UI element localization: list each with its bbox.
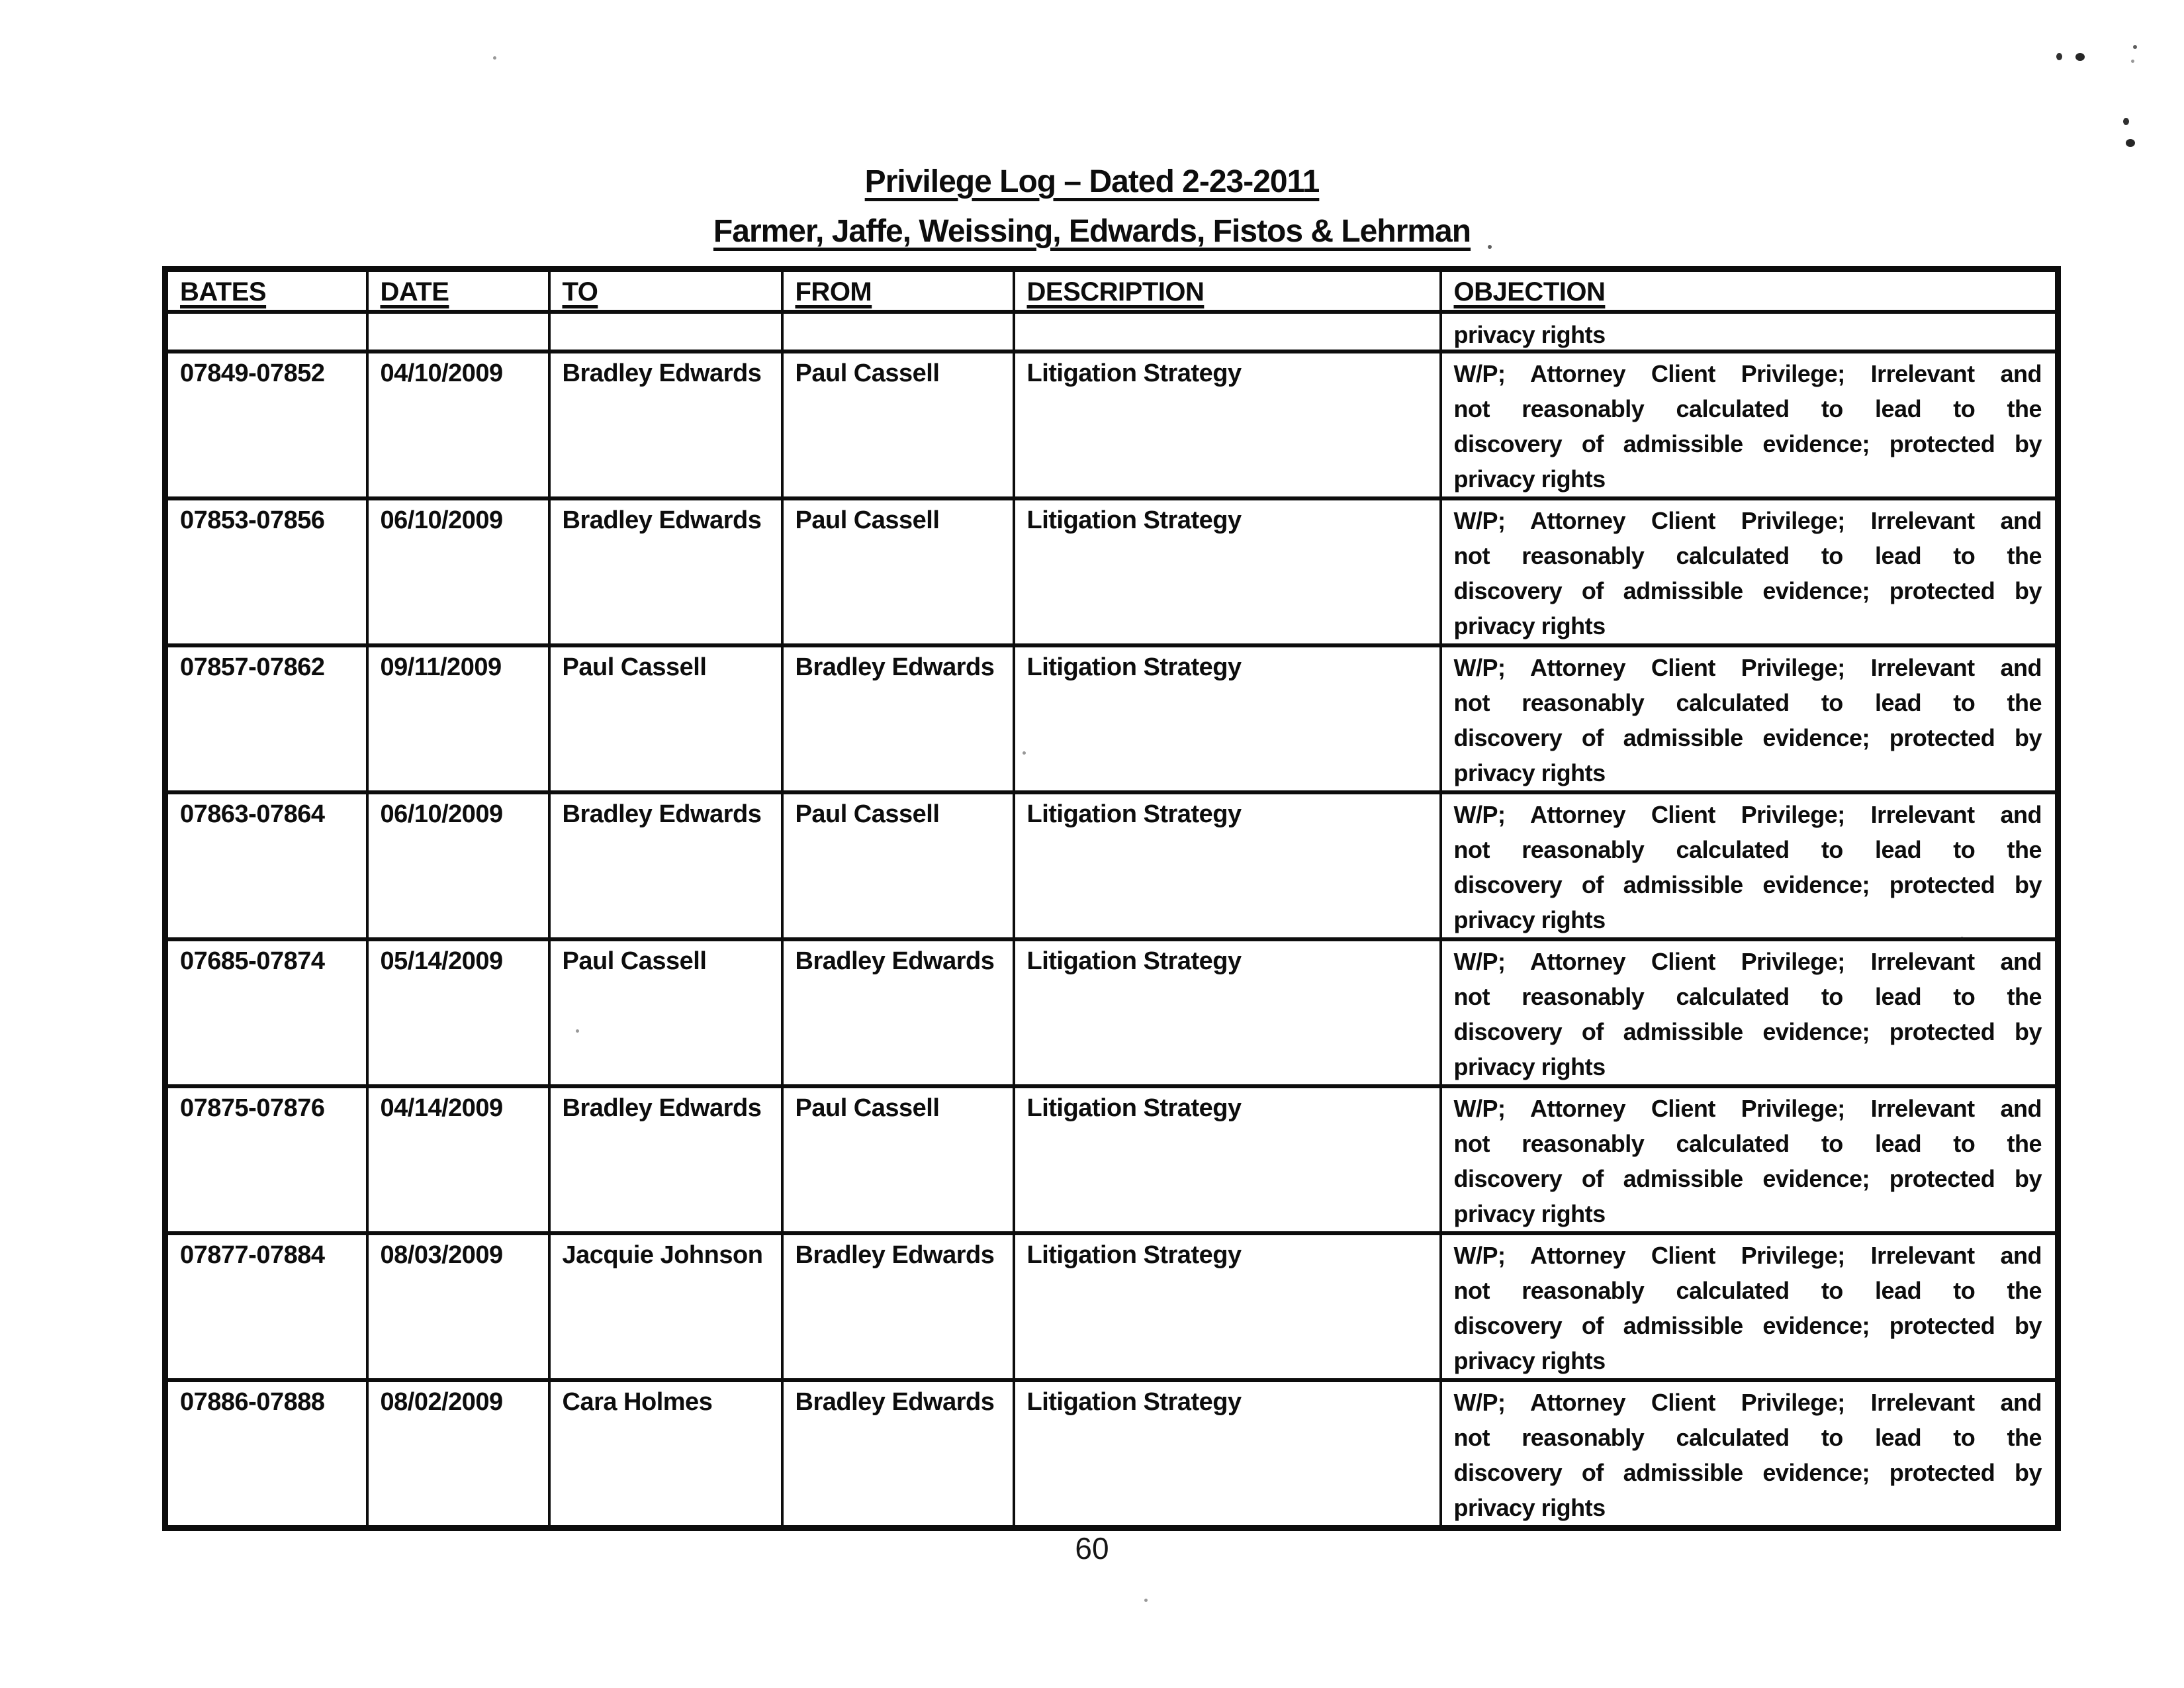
objection-line: W/P; Attorney Client Privilege; Irrelevant and <box>1453 359 2042 387</box>
empty-cell <box>782 312 1014 352</box>
objection-line: not reasonably calculated to lead to the <box>1453 1276 2042 1304</box>
objection-line: W/P; Attorney Client Privilege; Irrelevant and <box>1453 1241 2042 1269</box>
objection-line: W/P; Attorney Client Privilege; Irrelevant and <box>1453 506 2042 534</box>
table-row <box>165 1380 2058 1528</box>
date-cell: 09/11/2009 <box>367 645 549 792</box>
column-header-from: FROM <box>782 269 1014 312</box>
empty-cell <box>549 312 782 352</box>
to-cell: Paul Cassell <box>549 645 782 792</box>
objection-line: privacy rights <box>1453 1493 1606 1521</box>
column-header-description: DESCRIPTION <box>1014 269 1441 312</box>
bates-cell: 07853-07856 <box>165 498 367 645</box>
scan-speck <box>2131 60 2134 63</box>
column-header-date: DATE <box>367 269 549 312</box>
objection-line: privacy rights <box>1453 465 1606 492</box>
objection-line: privacy rights <box>1453 759 1606 786</box>
from-cell: Paul Cassell <box>782 792 1014 939</box>
table-row <box>165 498 2058 645</box>
to-cell: Cara Holmes <box>549 1380 782 1528</box>
objection-line: W/P; Attorney Client Privilege; Irrelevant and <box>1453 653 2042 681</box>
empty-cell <box>1014 312 1441 352</box>
to-cell: Jacquie Johnson <box>549 1233 782 1380</box>
column-header-to: TO <box>549 269 782 312</box>
to-cell: Paul Cassell <box>549 939 782 1086</box>
objection-line: not reasonably calculated to lead to the <box>1453 1423 2042 1451</box>
from-cell: Bradley Edwards <box>782 1233 1014 1380</box>
from-cell: Paul Cassell <box>782 498 1014 645</box>
privilege-log-table <box>162 266 2061 1531</box>
document-subtitle: Farmer, Jaffe, Weissing, Edwards, Fistos & Lehrman <box>713 214 1471 249</box>
bates-cell: 07863-07864 <box>165 792 367 939</box>
objection-line: privacy rights <box>1453 906 1606 933</box>
description-cell: Litigation Strategy <box>1014 939 1441 1086</box>
objection-line: privacy rights <box>1453 1346 1606 1374</box>
scan-speck <box>2056 53 2062 60</box>
objection-line: not reasonably calculated to lead to the <box>1453 541 2042 569</box>
table-row <box>165 352 2058 498</box>
to-cell: Bradley Edwards <box>549 498 782 645</box>
to-cell: Bradley Edwards <box>549 1086 782 1233</box>
objection-line: W/P; Attorney Client Privilege; Irrelevant and <box>1453 1094 2042 1122</box>
bates-cell: 07857-07862 <box>165 645 367 792</box>
bates-cell: 07886-07888 <box>165 1380 367 1528</box>
date-cell: 06/10/2009 <box>367 792 549 939</box>
objection-cell <box>1441 312 2058 352</box>
to-cell: Bradley Edwards <box>549 792 782 939</box>
objection-line: W/P; Attorney Client Privilege; Irrelevant and <box>1453 800 2042 828</box>
objection-line: discovery of admissible evidence; protected by <box>1453 577 2042 604</box>
description-cell: Litigation Strategy <box>1014 1086 1441 1233</box>
objection-line: discovery of admissible evidence; protected by <box>1453 870 2042 898</box>
carryover-row <box>165 312 2058 352</box>
objection-line: discovery of admissible evidence; protected by <box>1453 1017 2042 1045</box>
to-cell: Bradley Edwards <box>549 352 782 498</box>
scan-speck <box>1144 1599 1148 1602</box>
from-cell: Paul Cassell <box>782 352 1014 498</box>
description-cell: Litigation Strategy <box>1014 498 1441 645</box>
objection-line: not reasonably calculated to lead to the <box>1453 835 2042 863</box>
objection-line: privacy rights <box>1453 1053 1606 1080</box>
objection-line: discovery of admissible evidence; protected by <box>1453 724 2042 751</box>
objection-cell <box>1441 1086 2058 1233</box>
objection-line: not reasonably calculated to lead to the <box>1453 982 2042 1010</box>
objection-cell <box>1441 1380 2058 1528</box>
scan-speck <box>1023 751 1026 755</box>
column-header-bates: BATES <box>165 269 367 312</box>
objection-line: discovery of admissible evidence; protected by <box>1453 1458 2042 1486</box>
bates-cell: 07685-07874 <box>165 939 367 1086</box>
objection-line: W/P; Attorney Client Privilege; Irrelevant and <box>1453 947 2042 975</box>
description-cell: Litigation Strategy <box>1014 792 1441 939</box>
objection-line: discovery of admissible evidence; protected by <box>1453 1164 2042 1192</box>
scan-speck <box>493 56 496 60</box>
objection-line: privacy rights <box>1453 1199 1606 1227</box>
description-cell: Litigation Strategy <box>1014 1233 1441 1380</box>
date-cell: 04/14/2009 <box>367 1086 549 1233</box>
objection-line: not reasonably calculated to lead to the <box>1453 688 2042 716</box>
objection-cell <box>1441 645 2058 792</box>
objection-cell <box>1441 939 2058 1086</box>
scan-speck <box>2075 53 2085 61</box>
date-cell: 06/10/2009 <box>367 498 549 645</box>
table-row <box>165 939 2058 1086</box>
scan-speck <box>2133 45 2137 49</box>
objection-tail-text: privacy rights <box>1453 320 1606 348</box>
from-cell: Paul Cassell <box>782 1086 1014 1233</box>
date-cell: 05/14/2009 <box>367 939 549 1086</box>
scan-speck <box>1960 937 1964 940</box>
objection-cell <box>1441 792 2058 939</box>
table-row <box>165 645 2058 792</box>
objection-line: privacy rights <box>1453 612 1606 639</box>
scan-speck <box>1488 245 1492 249</box>
objection-line: discovery of admissible evidence; protected by <box>1453 430 2042 457</box>
table-row <box>165 1086 2058 1233</box>
objection-cell <box>1441 498 2058 645</box>
table-row <box>165 1233 2058 1380</box>
header-row <box>165 269 2058 312</box>
empty-cell <box>367 312 549 352</box>
table-row <box>165 792 2058 939</box>
bates-cell: 07877-07884 <box>165 1233 367 1380</box>
objection-line: not reasonably calculated to lead to the <box>1453 395 2042 422</box>
from-cell: Bradley Edwards <box>782 645 1014 792</box>
empty-cell <box>165 312 367 352</box>
bates-cell: 07849-07852 <box>165 352 367 498</box>
date-cell: 08/02/2009 <box>367 1380 549 1528</box>
objection-line: W/P; Attorney Client Privilege; Irrelevant and <box>1453 1388 2042 1416</box>
date-cell: 04/10/2009 <box>367 352 549 498</box>
scan-speck <box>576 1029 579 1033</box>
description-cell: Litigation Strategy <box>1014 352 1441 498</box>
from-cell: Bradley Edwards <box>782 1380 1014 1528</box>
objection-line: discovery of admissible evidence; protected by <box>1453 1311 2042 1339</box>
bates-cell: 07875-07876 <box>165 1086 367 1233</box>
scan-speck <box>2126 139 2135 147</box>
page-number: 60 <box>1075 1531 1109 1566</box>
document-title: Privilege Log – Dated 2-23-2011 <box>864 164 1320 199</box>
date-cell: 08/03/2009 <box>367 1233 549 1380</box>
from-cell: Bradley Edwards <box>782 939 1014 1086</box>
objection-cell <box>1441 1233 2058 1380</box>
column-header-objection: OBJECTION <box>1441 269 2058 312</box>
objection-line: not reasonably calculated to lead to the <box>1453 1129 2042 1157</box>
scan-speck <box>2123 118 2129 125</box>
objection-cell <box>1441 352 2058 498</box>
description-cell: Litigation Strategy <box>1014 1380 1441 1528</box>
description-cell: Litigation Strategy <box>1014 645 1441 792</box>
